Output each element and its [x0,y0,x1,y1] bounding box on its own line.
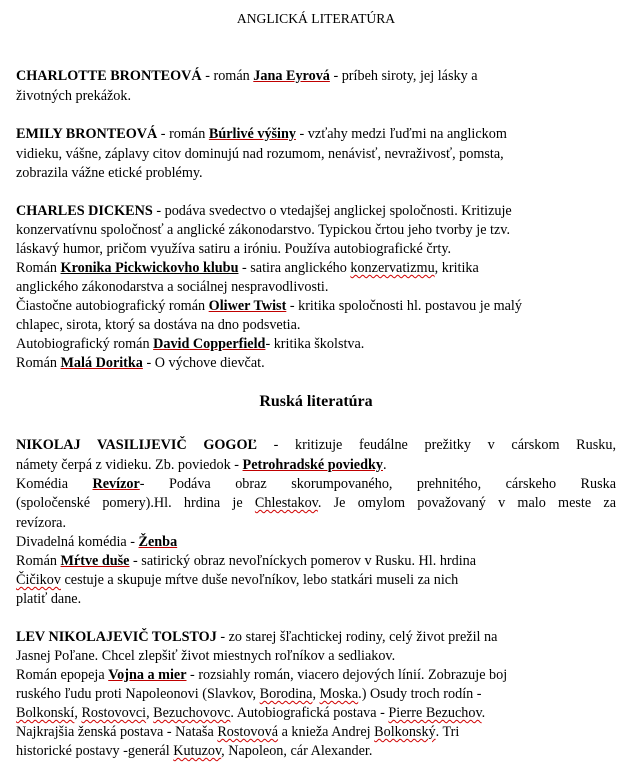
dickens-line-5: anglického zákonodarstva a sociálnej nespravodlivosti. [16,279,329,295]
dickens-line-6 [16,297,522,316]
spellcheck-word: Čičikov [16,572,61,588]
spellcheck-word: Bolkonskí [16,705,75,721]
text: Román [16,553,61,569]
spellcheck-word: Kutuzov [173,743,222,759]
dickens-line-8 [16,335,364,354]
author-name: NIKOLAJ VASILIJEVIČ GOGOĽ [16,437,257,453]
work-title: Jana Eyrová [253,68,330,84]
gogol-line-5: revízora. [16,515,67,531]
text: Čiastočne autobiografický román [16,298,209,314]
text: - podáva svedectvo o vtedajšej anglickej spoločnosti. Kritizuje [152,203,512,219]
author-name: EMILY BRONTEOVÁ [16,126,158,142]
text: Román epopeja [16,667,109,683]
text: - O výchove dievčat. [142,355,265,371]
text: Komédia [16,476,93,492]
text: cestuje a skupuje mŕtve duše nevoľníkov, lebo statkári museli za nich [60,572,459,588]
text: , [74,705,82,721]
text: (spoločenské pomery).Hl. hrdina je [16,495,255,511]
spellcheck-word: Rostovová [217,724,279,740]
section-heading: Ruská literatúra [259,393,373,410]
text: námety čerpá z vidieku. Zb. poviedok - [16,457,243,473]
dickens-line-9 [16,354,265,373]
text: historické postavy -generál [16,743,174,759]
page-title: ANGLICKÁ LITERATÚRA [236,11,396,26]
text: , Napoleon, cár Alexander. [221,743,373,759]
gogol-line-9: platiť dane. [16,591,82,607]
tolstoj-line-1 [16,628,497,647]
tolstoj-line-5 [16,704,485,723]
text: - príbeh siroty, jej lásky a [329,68,478,84]
text: . [382,457,387,473]
gogol-line-2 [16,456,387,475]
text: . Autobiografická postava - [230,705,389,721]
text: - rozsiahly román, viacero dejových línií. Zobrazuje boj [186,667,508,683]
text: ruského ľudu proti Napoleonovi (Slavkov, [16,686,260,702]
dickens-line-2: konzervatívnu spoločnosť a anglické zákonodarstvo. Typickou črtou jeho tvorby je tzv. [16,222,511,238]
tolstoj-line-2: Jasnej Poľane. Chcel zlepšiť život miestnych roľníkov a sedliakov. [16,648,396,664]
spellcheck-word: Moska [319,686,359,702]
text: Román [16,355,61,371]
text: - román [201,68,254,84]
emily-line-3: zobrazila vážne etické problémy. [16,165,203,181]
text: Divadelná komédia - [16,534,139,550]
author-name: CHARLES DICKENS [16,203,153,219]
spellcheck-word: Pierre Bezuchov [388,705,482,721]
dickens-line-4 [16,259,479,278]
tolstoj-line-6 [16,723,459,742]
work-title: Revízor [92,476,140,492]
work-title: Malá Doritka [60,355,143,371]
text: - kritika školstva. [265,336,365,352]
spellcheck-word: Bezuchovovc [153,705,231,721]
tolstoj-line-7 [16,742,372,761]
text: - satira anglického [238,260,351,276]
text: - zo starej šľachtickej rodiny, celý život prežil na [216,629,498,645]
emily-line-1 [16,125,507,144]
text: - kritika spoločnosti hl. postavou je malý [286,298,522,314]
gogol-line-7 [16,552,476,571]
dickens-line-7: chlapec, sirota, ktorý sa dostáva na dno podsvetia. [16,317,301,333]
spellcheck-word: Chlestakov [254,495,318,511]
charlotte-line-1 [16,67,478,86]
spellcheck-word: Borodina [259,686,313,702]
text: . Tri [435,724,460,740]
text: Autobiografický román [16,336,154,352]
author-name: CHARLOTTE BRONTEOVÁ [16,68,202,84]
text: , kritika [434,260,479,276]
gogol-line-3 [16,475,616,494]
tolstoj-line-3 [16,666,507,685]
work-title: David Copperfield [153,336,266,352]
gogol-line-8 [16,571,458,590]
dickens-line-3: láskavý humor, pričom využíva satiru a iróniu. Používa autobiografické črty. [16,241,452,257]
text: - Podáva obraz skorumpovaného, prehnitého, cárskeho Ruska [139,476,616,492]
author-name: LEV NIKOLAJEVIČ TOLSTOJ [16,629,217,645]
work-title: Mŕtve duše [60,553,130,569]
text: - vzťahy medzi ľuďmi na anglickom [295,126,507,142]
text: . [481,705,486,721]
text: - satirický obraz nevoľníckych pomerov v Rusku. Hl. hrdina [129,553,477,569]
text: Najkrajšia ženská postava - Nataša [16,724,218,740]
spellcheck-word: Rostovovci [81,705,147,721]
emily-line-2: vidieku, vášne, záplavy citov dominujú nad rozumom, nenávisť, nevraživosť, pomsta, [16,146,504,162]
dickens-line-1 [16,202,512,221]
spellcheck-word: konzervatizmu [350,260,435,276]
work-title: Petrohradské poviedky [242,457,383,473]
work-title: Ženba [138,534,178,550]
text: .) Osudy troch rodín - [358,686,482,702]
work-title: Oliwer Twist [208,298,287,314]
text: - kritizuje feudálne prežitky v cárskom Rusku, [256,437,616,453]
text: - román [157,126,209,142]
gogol-line-6 [16,533,177,552]
text: , [312,686,320,702]
text: a knieža Andrej [278,724,375,740]
spellcheck-word: Bolkonský [374,724,436,740]
work-title: Kronika Pickwickovho klubu [60,260,239,276]
text: Román [16,260,61,276]
charlotte-line-2: životných prekážok. [16,88,132,104]
work-title: Búrlivé výšiny [208,126,296,142]
text: . Je omylom považovaný v malo meste za [317,495,616,511]
text: , [146,705,154,721]
work-title: Vojna a mier [108,667,187,683]
gogol-line-1 [16,436,616,455]
tolstoj-line-4 [16,685,482,704]
gogol-line-4 [16,494,616,513]
